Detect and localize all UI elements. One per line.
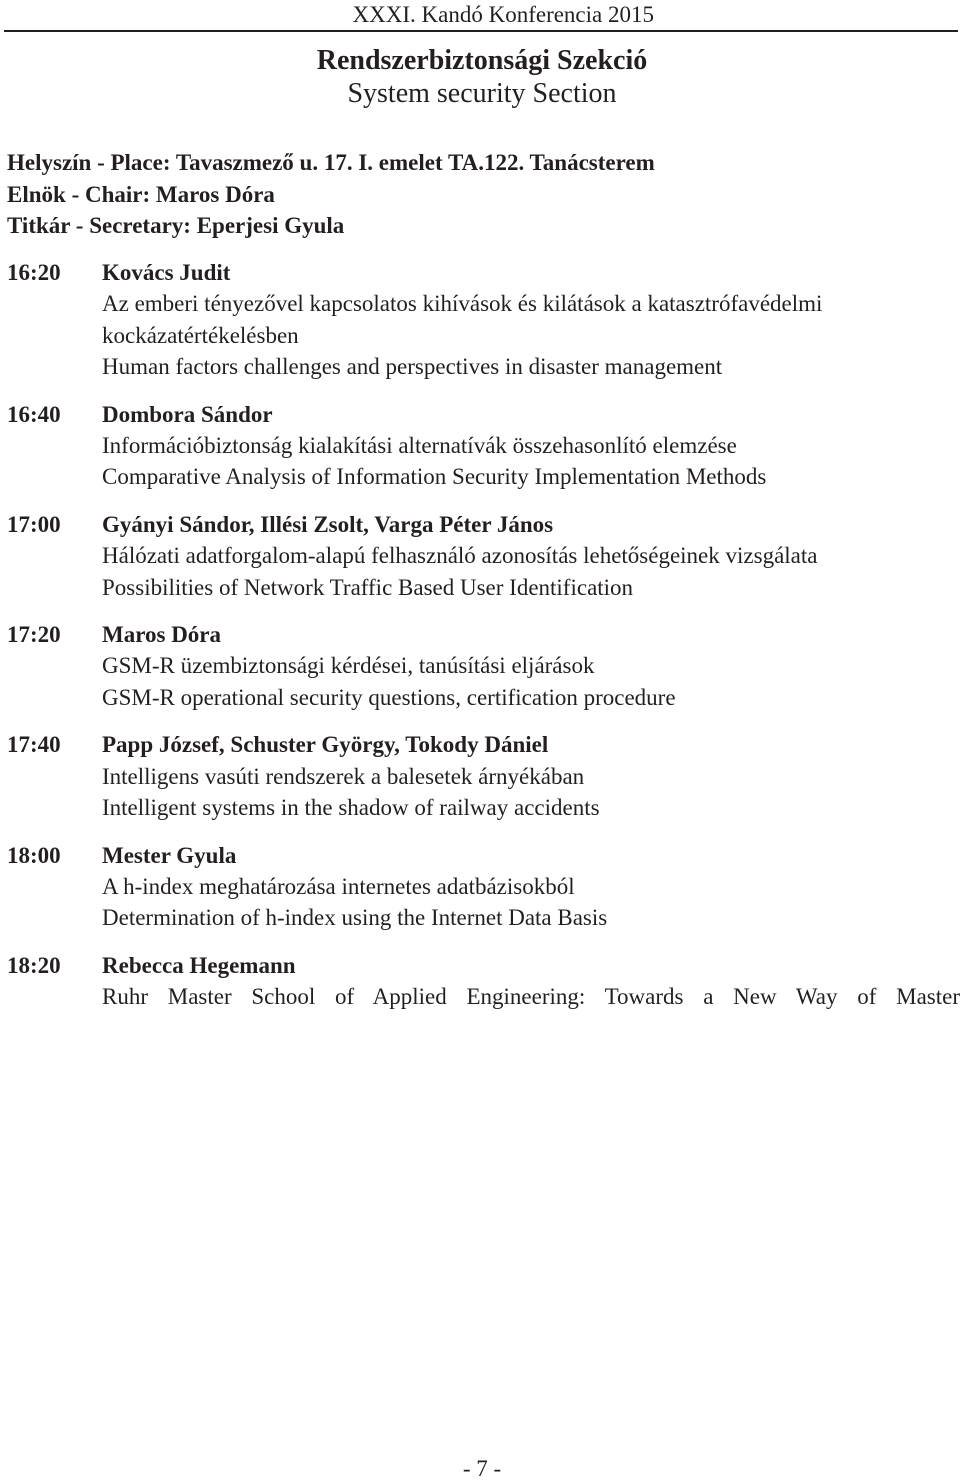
session-info: [7, 147, 655, 242]
talk-title-english: Determination of h-index using the Internet Data Basis: [102, 905, 608, 931]
talk-title-english: Intelligent systems in the shadow of railway accidents: [102, 795, 600, 821]
talk-details: [102, 399, 960, 493]
talk-title-english: Ruhr Master School of Applied Engineering: Towards a New Way of Master: [102, 984, 960, 1010]
talk-title-hungarian: GSM-R üzembiztonsági kérdései, tanúsítási eljárások: [102, 653, 595, 679]
talk-authors: Rebecca Hegemann: [102, 952, 296, 978]
talk-title-hungarian: Információbiztonság kialakítási alternatívák összehasonlító elemzése: [102, 433, 737, 459]
talk-schedule: [7, 257, 960, 1029]
talk-item: [7, 950, 960, 1013]
session-place: Helyszín - Place: Tavaszmező u. 17. I. emelet TA.122. Tanácsterem: [7, 150, 655, 175]
talk-details: [102, 619, 960, 713]
talk-details: [102, 840, 960, 934]
talk-title-hungarian: Hálózati adatforgalom-alapú felhasználó azonosítás lehetőségeinek vizsgálata: [102, 543, 818, 569]
talk-item: [7, 840, 960, 934]
talk-details: [102, 257, 960, 383]
talk-item: [7, 619, 960, 713]
talk-time: 18:20: [7, 952, 61, 978]
talk-time: 17:40: [7, 732, 61, 758]
talk-title-english: Possibilities of Network Traffic Based User Identification: [102, 574, 634, 600]
talk-time: 17:20: [7, 622, 61, 648]
talk-authors: Gyányi Sándor, Illési Zsolt, Varga Péter János: [102, 511, 554, 537]
talk-item: [7, 257, 960, 383]
talk-time: 18:00: [7, 842, 61, 868]
session-chair: Elnök - Chair: Maros Dóra: [7, 181, 275, 207]
section-title-hungarian: Rendszerbiztonsági Szekció: [316, 45, 648, 76]
talk-authors: Papp József, Schuster György, Tokody Dániel: [102, 732, 549, 758]
talk-details: [102, 729, 960, 823]
talk-details: [102, 509, 960, 603]
section-title-english: System security Section: [347, 78, 617, 109]
talk-title-hungarian: A h-index meghatározása internetes adatbázisokból: [102, 873, 575, 899]
talk-title-english: Human factors challenges and perspectives in disaster management: [102, 354, 723, 380]
talk-item: [7, 399, 960, 493]
talk-title-hungarian: Az emberi tényezővel kapcsolatos kihívások és kilátások a katasztrófavédelmi kockázatértékelésben: [102, 291, 823, 348]
talk-authors: Mester Gyula: [102, 842, 237, 868]
talk-item: [7, 729, 960, 823]
talk-title-english: Comparative Analysis of Information Security Implementation Methods: [102, 464, 767, 490]
talk-authors: Kovács Judit: [102, 260, 231, 285]
talk-title-hungarian: Intelligens vasúti rendszerek a balesetek árnyékában: [102, 763, 585, 789]
conference-title: XXXI. Kandó Konferencia 2015: [352, 2, 654, 27]
page-number: - 7 -: [462, 1456, 502, 1481]
talk-authors: Dombora Sándor: [102, 401, 273, 427]
talk-time: 16:40: [7, 401, 61, 427]
talk-time: 16:20: [7, 260, 61, 285]
header-rule: [4, 30, 958, 32]
talk-title-english: GSM-R operational security questions, certification procedure: [102, 684, 676, 710]
talk-details: [102, 950, 960, 1013]
talk-authors: Maros Dóra: [102, 622, 222, 648]
section-heading: [0, 46, 960, 112]
session-secretary: Titkár - Secretary: Eperjesi Gyula: [7, 213, 345, 238]
talk-time: 17:00: [7, 511, 61, 537]
talk-item: [7, 509, 960, 603]
